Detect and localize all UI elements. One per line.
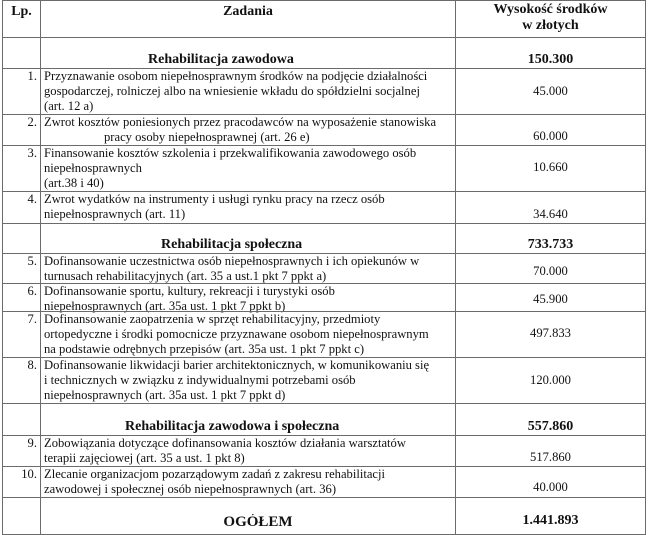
grand-total-amount: 1.441.893 <box>522 513 579 528</box>
row-description-line: Zobowiązania dotyczące dofinansowania kosztów działania warsztatów <box>44 436 406 450</box>
row-description-line: niepełnosprawnych (art. 35a ust. 1 pkt 7 ppkt d) <box>44 388 286 402</box>
row-description-line: Zwrot kosztów poniesionych przez pracodawców na wyposażenie stanowiska <box>44 115 437 129</box>
row-description-line: (art.38 i 40) <box>44 176 104 190</box>
row-border <box>3 223 645 224</box>
row-amount: 45.900 <box>533 292 568 306</box>
row-number: 7. <box>27 312 37 326</box>
row-number: 1. <box>27 69 37 83</box>
row-number: 4. <box>27 192 37 206</box>
grand-total-label: OGÓŁEM <box>223 514 293 530</box>
row-number: 8. <box>27 358 37 372</box>
row-description-line: i technicznych w związku z indywidualnymi potrzebami osób <box>44 373 356 387</box>
row-description-line: gospodarczej, rolniczej albo na wniesienie wkładu do spółdzielni socjalnej <box>44 84 420 98</box>
row-description <box>41 436 455 466</box>
row-description-line: terapii zajęciowej (art. 35 a ust. 1 pkt 8) <box>44 451 245 465</box>
row-amount: 40.000 <box>533 480 568 494</box>
row-description-line: Finansowanie kosztów szkolenia i przekwalifikowania zawodowego osób <box>44 146 417 160</box>
row-description-line: Dofinansowanie likwidacji barier architektonicznych, w komunikowaniu się <box>44 358 430 372</box>
row-description-line: Zwrot wydatków na instrumenty i usługi rynku pracy na rzecz osób <box>44 192 385 206</box>
row-amount: 10.660 <box>533 160 568 174</box>
row-border <box>3 497 645 498</box>
row-amount: 60.000 <box>533 129 568 143</box>
row-amount: 497.833 <box>530 326 571 340</box>
row-description-line: niepełnosprawnych <box>44 161 142 175</box>
section-title-combined: Rehabilitacja zawodowa i społeczna <box>125 419 340 434</box>
row-description <box>41 146 455 191</box>
section-title-vocational: Rehabilitacja zawodowa <box>148 52 294 67</box>
row-description-line: Dofinansowanie sportu, kultury, rekreacji i turystyki osób <box>44 284 335 298</box>
row-description-line: (art. 12 a) <box>44 99 94 113</box>
budget-table <box>2 0 646 535</box>
row-description <box>41 192 455 222</box>
section-total-vocational: 150.300 <box>527 52 574 67</box>
row-description-line: niepełnosprawnych (art. 35a ust. 1 pkt 7 ppkt b) <box>44 299 286 313</box>
row-description-line: turnusach rehabilitacyjnych (art. 35 a ust.1 pkt 7 ppkt a) <box>44 269 327 283</box>
row-border <box>3 403 645 404</box>
header-tasks: Zadania <box>223 4 273 19</box>
row-number: 2. <box>27 115 37 129</box>
row-number: 5. <box>27 254 37 268</box>
section-total-combined: 557.860 <box>527 419 574 434</box>
row-amount: 517.860 <box>530 450 571 464</box>
header-bottom-border <box>3 37 645 38</box>
header-amount <box>456 1 645 37</box>
row-amount: 70.000 <box>533 264 568 278</box>
row-description-line: zawodowej i społecznej osób niepełnosprawnych (art. 36) <box>44 482 337 496</box>
section-title-social: Rehabilitacja społeczna <box>161 237 303 252</box>
header-amount-line-1: Wysokość środków <box>493 2 608 17</box>
row-description <box>41 358 455 403</box>
row-amount: 120.000 <box>530 373 571 387</box>
row-description-line: Zlecanie organizacjom pozarządowym zadań z zakresu rehabilitacji <box>44 467 386 481</box>
row-description-line: pracy osoby niepełnosprawnej (art. 26 e) <box>104 130 310 144</box>
row-amount: 45.000 <box>533 84 568 98</box>
row-description-line: Dofinansowanie uczestnictwa osób niepełnosprawnych i ich opiekunów w <box>44 254 420 268</box>
row-description-line: niepełnosprawnych (art. 11) <box>44 207 186 221</box>
row-number: 6. <box>27 284 37 298</box>
row-number: 9. <box>27 436 37 450</box>
row-description-line: Dofinansowanie zaopatrzenia w sprzęt rehabilitacyjny, przedmioty <box>44 312 381 326</box>
header-amount-line-2: w złotych <box>522 18 579 33</box>
row-description <box>41 284 455 314</box>
row-amount: 34.640 <box>533 207 568 221</box>
row-description-line: ortopedyczne i środki pomocnicze przyznawane osobom niepełnosprawnym <box>44 327 429 341</box>
row-description <box>41 115 455 145</box>
row-number: 10. <box>21 467 37 481</box>
row-description <box>41 69 455 114</box>
row-description <box>41 254 455 284</box>
row-number: 3. <box>27 146 37 160</box>
row-description <box>41 312 455 357</box>
row-description-line: Przyznawanie osobom niepełnosprawnym środków na podjęcie działalności <box>44 69 428 83</box>
section-total-social: 733.733 <box>527 237 574 252</box>
row-description-line: na podstawie odrębnych przepisów (art. 35a ust. 1 pkt 7 ppkt c) <box>44 342 365 356</box>
row-description <box>41 467 455 497</box>
header-lp: Lp. <box>11 4 32 19</box>
